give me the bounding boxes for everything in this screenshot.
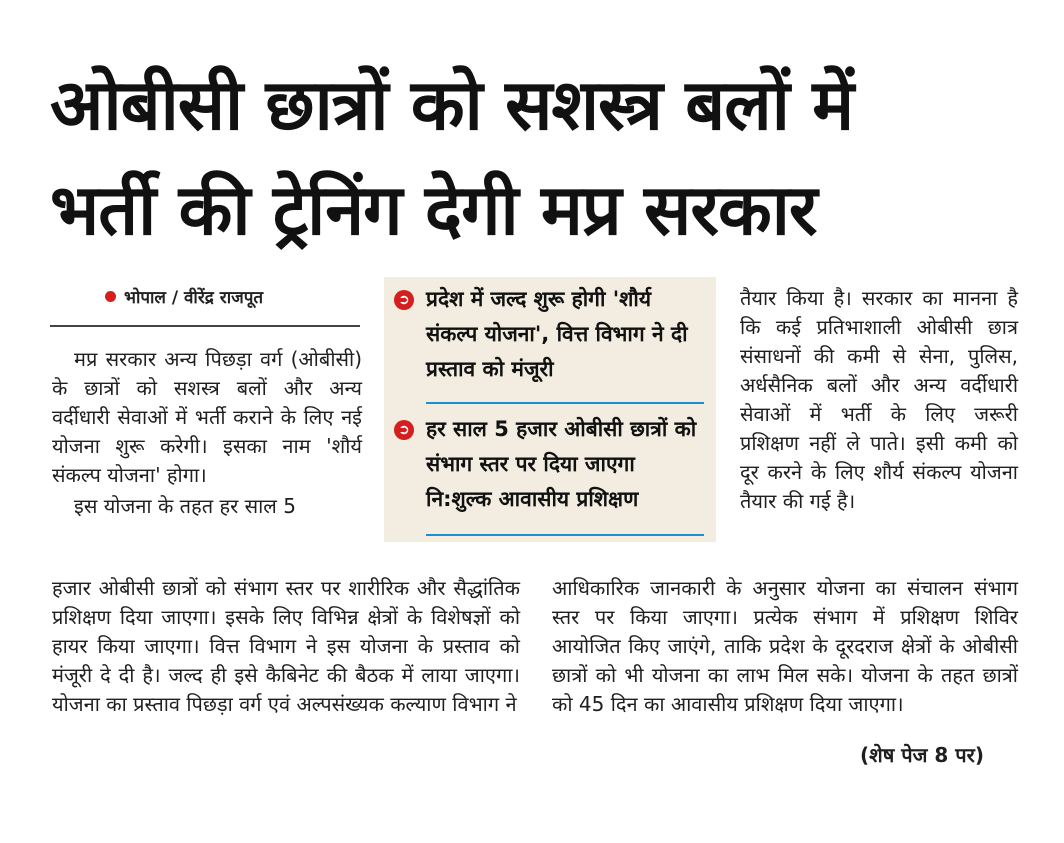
headline-line-2: भर्ती की ट्रेनिंग देगी मप्र सरकार <box>50 169 817 251</box>
byline <box>105 285 263 308</box>
byline-divider <box>50 325 360 327</box>
highlight-item <box>394 282 704 387</box>
highlight-text: हर साल 5 हजार ओबीसी छात्रों को संभाग स्तर पर दिया जाएगा नि:शुल्क आवासीय प्रशिक्षण <box>426 417 697 511</box>
paragraph-2-start: इस योजना के तहत हर साल 5 <box>74 494 296 518</box>
headline-line-1: ओबीसी छात्रों को सशस्त्र बलों में <box>50 64 854 146</box>
left-column-top <box>52 345 362 521</box>
bottom-right-column: आधिकारिक जानकारी के अनुसार योजना का संचालन संभाग स्तर पर किया जाएगा। प्रत्येक संभाग में प्रशिक्षण शिविर आयोजित किए जाएंगे, ताकि प्रदेश के दूरदराज क्षेत्रों के ओबीसी छात्रों को भी योजना का लाभ मिल सके। योजना के तहत छात्रों को 45 दिन का आवासीय प्रशिक्षण दिया जाएगा। <box>552 576 1018 716</box>
bullet-dot-icon <box>105 291 116 302</box>
right-column-top: तैयार किया है। सरकार का मानना है कि कई प्रतिभाशाली ओबीसी छात्र संसाधनों की कमी से सेना, पुलिस, अर्धसैनिक बलों और अन्य वर्दीधारी सेवाओं में भर्ती के लिए जरूरी प्रशिक्षण नहीं ले पाते। इसी कमी को दूर करने के लिए शौर्य संकल्प योजना तैयार की गई है। <box>740 286 1018 513</box>
highlights-box <box>384 277 716 542</box>
highlight-rule <box>426 534 704 536</box>
continued-note: (शेष पेज 8 पर) <box>860 743 984 767</box>
arrow-bullet-icon: ➲ <box>394 290 414 310</box>
highlight-item <box>394 412 704 517</box>
highlight-rule <box>426 402 704 404</box>
paragraph-1: मप्र सरकार अन्य पिछड़ा वर्ग (ओबीसी) के छात्रों को सशस्त्र बलों और अन्य वर्दीधारी सेवाओं में भर्ती कराने के लिए नई योजना शुरू करेगी। इसका नाम 'शौर्य संकल्प योजना' होगा। <box>52 347 362 487</box>
arrow-bullet-icon: ➲ <box>394 420 414 440</box>
highlight-text: प्रदेश में जल्द शुरू होगी 'शौर्य संकल्प योजना', वित्त विभाग ने दी प्रस्ताव को मंजूरी <box>426 287 688 381</box>
bottom-left-column: हजार ओबीसी छात्रों को संभाग स्तर पर शारीरिक और सैद्धांतिक प्रशिक्षण दिया जाएगा। इसके लिए विभिन्न क्षेत्रों के विशेषज्ञों को हायर किया जाएगा। वित्त विभाग ने इस योजना के प्रस्ताव को मंजूरी दे दी है। जल्द ही इसे कैबिनेट की बैठक में लाया जाएगा। योजना का प्रस्ताव पिछड़ा वर्ग एवं अल्पसंख्यक कल्याण विभाग ने <box>52 576 520 716</box>
byline-text: भोपाल / वीरेंद्र राजपूत <box>124 288 264 308</box>
